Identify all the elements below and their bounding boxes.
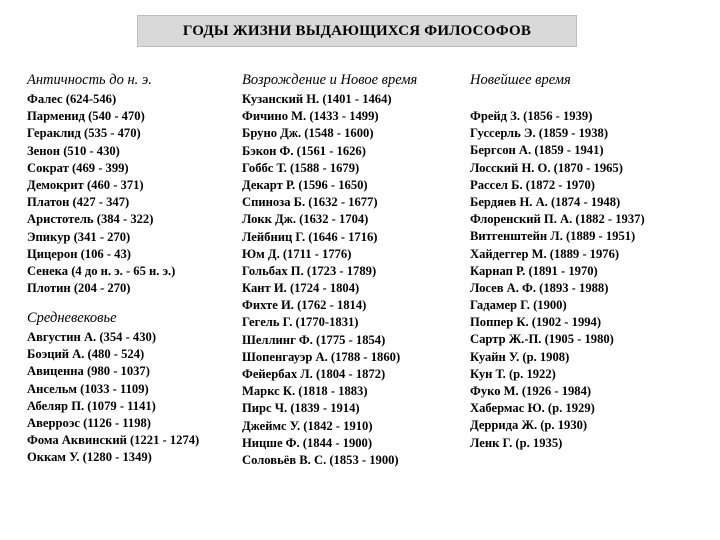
philosopher-entry: Аверроэс (1126 - 1198) xyxy=(27,415,151,430)
philosopher-entry: Юм Д. (1711 - 1776) xyxy=(242,246,352,261)
philosopher-entry: Пирс Ч. (1839 - 1914) xyxy=(242,401,360,416)
philosopher-entry: Оккам У. (1280 - 1349) xyxy=(27,450,152,465)
philosopher-entry: Шеллинг Ф. (1775 - 1854) xyxy=(242,332,386,347)
philosopher-entry: Кузанский Н. (1401 - 1464) xyxy=(242,92,392,106)
philosopher-entry: Гуссерль Э. (1859 - 1938) xyxy=(470,126,609,141)
philosopher-entry: Демокрит (460 - 371) xyxy=(27,177,144,192)
column-antiquity xyxy=(27,71,175,297)
philosopher-entry: Абеляр П. (1079 - 1141) xyxy=(27,398,156,413)
philosopher-entry: Лейбниц Г. (1646 - 1716) xyxy=(242,229,378,244)
philosopher-entry: Флоренский П. А. (1882 - 1937) xyxy=(470,212,645,227)
philosopher-entry: Аристотель (384 - 322) xyxy=(27,212,154,227)
philosopher-entry: Бергсон А. (1859 - 1941) xyxy=(470,143,604,158)
philosopher-entry: Лосский Н. О. (1870 - 1965) xyxy=(470,160,623,175)
column-middle-ages xyxy=(27,309,199,467)
philosopher-entry: Августин А. (354 - 430) xyxy=(27,330,157,344)
section-heading-renaissance-modern: Возрождение и Новое время xyxy=(242,72,418,88)
page-title-box xyxy=(137,15,577,47)
philosopher-entry: Ницше Ф. (1844 - 1900) xyxy=(242,435,373,450)
philosopher-entry: Шопенгауэр А. (1788 - 1860) xyxy=(242,349,401,364)
section-heading-antiquity: Античность до н. э. xyxy=(27,72,152,88)
philosopher-entry: Ансельм (1033 - 1109) xyxy=(27,381,149,396)
philosopher-entry: Фрейд З. (1856 - 1939) xyxy=(470,109,593,123)
philosopher-entry: Бэкон Ф. (1561 - 1626) xyxy=(242,143,366,158)
philosopher-entry: Спиноза Б. (1632 - 1677) xyxy=(242,195,378,210)
philosopher-entry: Бруно Дж. (1548 - 1600) xyxy=(242,126,374,141)
philosopher-entry: Гадамер Г. (1900) xyxy=(470,298,567,313)
philosopher-entry: Витгенштейн Л. (1889 - 1951) xyxy=(470,229,636,244)
philosopher-entry: Цицерон (106 - 43) xyxy=(27,246,131,261)
philosopher-entry: Плотин (204 - 270) xyxy=(27,281,131,296)
section-heading-contemporary: Новейшее время xyxy=(470,72,571,88)
philosopher-entry: Кант И. (1724 - 1804) xyxy=(242,281,360,296)
philosopher-entry: Фичино М. (1433 - 1499) xyxy=(242,109,379,124)
philosopher-entry: Маркс К. (1818 - 1883) xyxy=(242,384,368,399)
philosopher-entry: Гольбах П. (1723 - 1789) xyxy=(242,263,377,278)
philosopher-entry: Сартр Ж.-П. (1905 - 1980) xyxy=(470,332,614,347)
philosopher-entry: Гераклид (535 - 470) xyxy=(27,126,141,141)
philosopher-entry: Карнап Р. (1891 - 1970) xyxy=(470,263,598,278)
philosopher-entry: Куайн У. (р. 1908) xyxy=(470,349,570,364)
philosopher-entry: Бердяев Н. А. (1874 - 1948) xyxy=(470,194,621,209)
philosopher-entry: Парменид (540 - 470) xyxy=(27,109,145,124)
philosopher-entry: Зенон (510 - 430) xyxy=(27,143,120,158)
philosopher-entry: Рассел Б. (1872 - 1970) xyxy=(470,177,596,192)
section-heading-middle-ages: Средневековье xyxy=(27,310,117,326)
philosopher-entry: Кун Т. (р. 1922) xyxy=(470,366,556,381)
philosopher-list-antiquity xyxy=(27,91,175,297)
philosopher-entry: Декарт Р. (1596 - 1650) xyxy=(242,177,368,192)
philosopher-list-middle-ages xyxy=(27,329,199,467)
philosopher-entry: Джеймс У. (1842 - 1910) xyxy=(242,418,373,433)
philosopher-list-renaissance-modern xyxy=(242,91,417,469)
philosopher-entry: Гоббс Т. (1588 - 1679) xyxy=(242,160,360,175)
philosopher-entry: Гегель Г. (1770-1831) xyxy=(242,315,359,330)
philosopher-entry: Соловьёв В. С. (1853 - 1900) xyxy=(242,452,399,467)
philosopher-entry: Хабермас Ю. (р. 1929) xyxy=(470,401,595,416)
philosopher-entry: Фуко М. (1926 - 1984) xyxy=(470,384,592,398)
page-title: ГОДЫ ЖИЗНИ ВЫДАЮЩИХСЯ ФИЛОСОФОВ xyxy=(182,22,532,39)
philosopher-entry: Боэций А. (480 - 524) xyxy=(27,347,145,362)
philosopher-entry: Деррида Ж. (р. 1930) xyxy=(470,418,588,433)
column-renaissance-modern xyxy=(242,71,417,469)
philosopher-entry: Лосев А. Ф. (1893 - 1988) xyxy=(470,280,609,295)
philosopher-entry: Ленк Г. (р. 1935) xyxy=(470,435,563,450)
philosopher-entry: Сократ (469 - 399) xyxy=(27,160,129,175)
philosopher-entry: Фалес (624-546) xyxy=(27,92,117,106)
philosopher-entry: Платон (427 - 347) xyxy=(27,195,130,210)
philosopher-list-contemporary xyxy=(470,108,645,452)
philosopher-entry: Фихте И. (1762 - 1814) xyxy=(242,298,367,313)
philosopher-entry: Авиценна (980 - 1037) xyxy=(27,364,150,379)
philosopher-entry: Поппер К. (1902 - 1994) xyxy=(470,315,602,330)
philosopher-entry: Эпикур (341 - 270) xyxy=(27,229,131,244)
column-contemporary xyxy=(470,71,645,452)
philosopher-entry: Фома Аквинский (1221 - 1274) xyxy=(27,433,200,448)
philosopher-entry: Фейербах Л. (1804 - 1872) xyxy=(242,367,386,381)
philosopher-entry: Локк Дж. (1632 - 1704) xyxy=(242,212,369,227)
philosopher-entry: Сенека (4 до н. э. - 65 н. э.) xyxy=(27,263,176,278)
philosopher-entry: Хайдеггер М. (1889 - 1976) xyxy=(470,246,620,261)
